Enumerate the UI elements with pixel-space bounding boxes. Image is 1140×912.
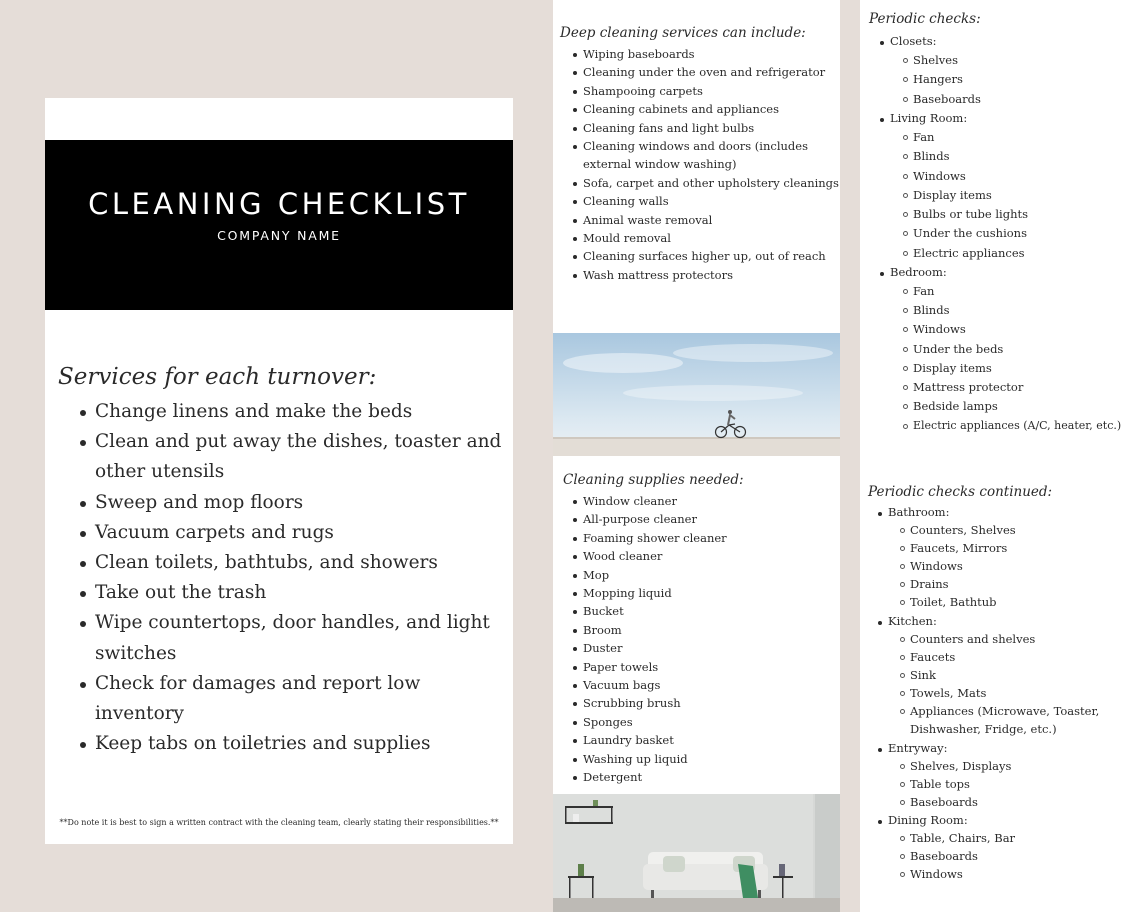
services-list <box>95 397 505 759</box>
checklist-card <box>45 98 513 844</box>
supply-item: Detergent <box>583 768 833 786</box>
check-item: Fan <box>913 130 935 144</box>
supply-item: Scrubbing brush <box>583 694 833 712</box>
check-item: Faucets <box>910 650 956 664</box>
check-item: Display items <box>913 188 992 202</box>
deep-cleaning-card <box>553 0 840 333</box>
supply-item: Mopping liquid <box>583 584 833 602</box>
service-item: Sweep and mop floors <box>95 488 505 518</box>
check-item: Towels, Mats <box>910 686 987 700</box>
check-item: Counters and shelves <box>910 632 1036 646</box>
deep-item: Cleaning cabinets and appliances <box>583 100 833 118</box>
check-item-continuation: Dishwasher, Fridge, etc.) <box>910 722 1057 736</box>
supply-item: Window cleaner <box>583 492 833 510</box>
supply-item: All-purpose cleaner <box>583 510 833 528</box>
check-item: Appliances (Microwave, Toaster, <box>910 704 1100 718</box>
deep-item: Cleaning under the oven and refrigerator <box>583 63 833 81</box>
deep-item: Sofa, carpet and other upholstery cleanings <box>583 174 833 192</box>
check-item: Faucets, Mirrors <box>910 541 1008 555</box>
service-item: Check for damages and report low inventory <box>95 669 505 729</box>
check-item: Blinds <box>913 149 950 163</box>
company-name: COMPANY NAME <box>217 228 341 243</box>
room-kitchen: Kitchen: <box>888 614 937 628</box>
check-item: Under the beds <box>913 342 1004 356</box>
check-item: Hangers <box>913 72 963 86</box>
check-item: Drains <box>910 577 949 591</box>
deep-item: Cleaning walls <box>583 192 833 210</box>
room-living-room: Living Room: <box>890 111 968 125</box>
check-item: Windows <box>913 322 966 336</box>
periodic-checks-card <box>860 0 1140 912</box>
room-bedroom: Bedroom: <box>890 265 947 279</box>
contract-note: **Do note it is best to sign a written contract with the cleaning team, clearly stating their responsibilities.** <box>59 818 499 827</box>
deep-item: Mould removal <box>583 229 833 247</box>
supply-item: Bucket <box>583 602 833 620</box>
service-item: Clean toilets, bathtubs, and showers <box>95 548 505 578</box>
deep-item: Animal waste removal <box>583 211 833 229</box>
supply-item: Wood cleaner <box>583 547 833 565</box>
service-item: Wipe countertops, door handles, and light switches <box>95 608 505 668</box>
service-item: Change linens and make the beds <box>95 397 505 427</box>
room-dining-room: Dining Room: <box>888 813 968 827</box>
room-entryway: Entryway: <box>888 741 948 755</box>
supplies-card <box>553 456 840 794</box>
living-room-photo <box>553 794 840 912</box>
check-item: Shelves <box>913 53 958 67</box>
supply-item: Vacuum bags <box>583 676 833 694</box>
deep-cleaning-list <box>583 45 839 284</box>
supplies-heading: Cleaning supplies needed: <box>563 472 744 488</box>
service-item: Vacuum carpets and rugs <box>95 518 505 548</box>
periodic-continued-heading: Periodic checks continued: <box>868 484 1053 500</box>
periodic-heading: Periodic checks: <box>869 11 981 27</box>
service-item: Clean and put away the dishes, toaster and other utensils <box>95 427 505 487</box>
check-item: Table, Chairs, Bar <box>910 831 1016 845</box>
checklist-title: CLEANING CHECKLIST <box>88 187 470 221</box>
room-closets: Closets: <box>890 34 937 48</box>
supplies-list <box>583 492 833 787</box>
check-item: Electric appliances <box>913 246 1025 260</box>
supply-item: Paper towels <box>583 658 833 676</box>
supply-item: Broom <box>583 621 833 639</box>
check-item: Counters, Shelves <box>910 523 1016 537</box>
check-item: Fan <box>913 284 935 298</box>
check-item: Mattress protector <box>913 380 1024 394</box>
check-item: Windows <box>910 559 963 573</box>
check-item: Windows <box>910 867 963 881</box>
check-item: Toilet, Bathtub <box>910 595 997 609</box>
services-heading: Services for each turnover: <box>58 364 377 390</box>
check-item: Display items <box>913 361 992 375</box>
supply-item: Foaming shower cleaner <box>583 529 833 547</box>
service-item: Keep tabs on toiletries and supplies <box>95 729 505 759</box>
supply-item: Duster <box>583 639 833 657</box>
check-item: Electric appliances (A/C, heater, etc.) <box>913 419 1122 432</box>
check-item: Sink <box>910 668 936 682</box>
check-item: Baseboards <box>910 795 978 809</box>
service-item: Take out the trash <box>95 578 505 608</box>
deep-item: Shampooing carpets <box>583 82 833 100</box>
beach-cyclist-photo <box>553 333 840 456</box>
deep-item: Wiping baseboards <box>583 45 833 63</box>
deep-item: Cleaning surfaces higher up, out of reach <box>583 247 833 265</box>
check-item: Bedside lamps <box>913 399 998 413</box>
supply-item: Sponges <box>583 713 833 731</box>
check-item: Bulbs or tube lights <box>913 207 1029 221</box>
deep-item: Wash mattress protectors <box>583 266 833 284</box>
check-item: Windows <box>913 169 966 183</box>
check-item: Baseboards <box>910 849 978 863</box>
check-item: Blinds <box>913 303 950 317</box>
deep-item: Cleaning fans and light bulbs <box>583 119 833 137</box>
check-item: Under the cushions <box>913 226 1027 240</box>
supply-item: Mop <box>583 566 833 584</box>
title-banner <box>45 140 513 310</box>
supply-item: Washing up liquid <box>583 750 833 768</box>
deep-cleaning-heading: Deep cleaning services can include: <box>560 25 806 41</box>
supply-item: Laundry basket <box>583 731 833 749</box>
check-item: Table tops <box>910 777 970 791</box>
room-bathroom: Bathroom: <box>888 505 950 519</box>
check-item: Baseboards <box>913 92 981 106</box>
check-item: Shelves, Displays <box>910 759 1012 773</box>
deep-item: Cleaning windows and doors (includes external window washing) <box>583 137 833 174</box>
